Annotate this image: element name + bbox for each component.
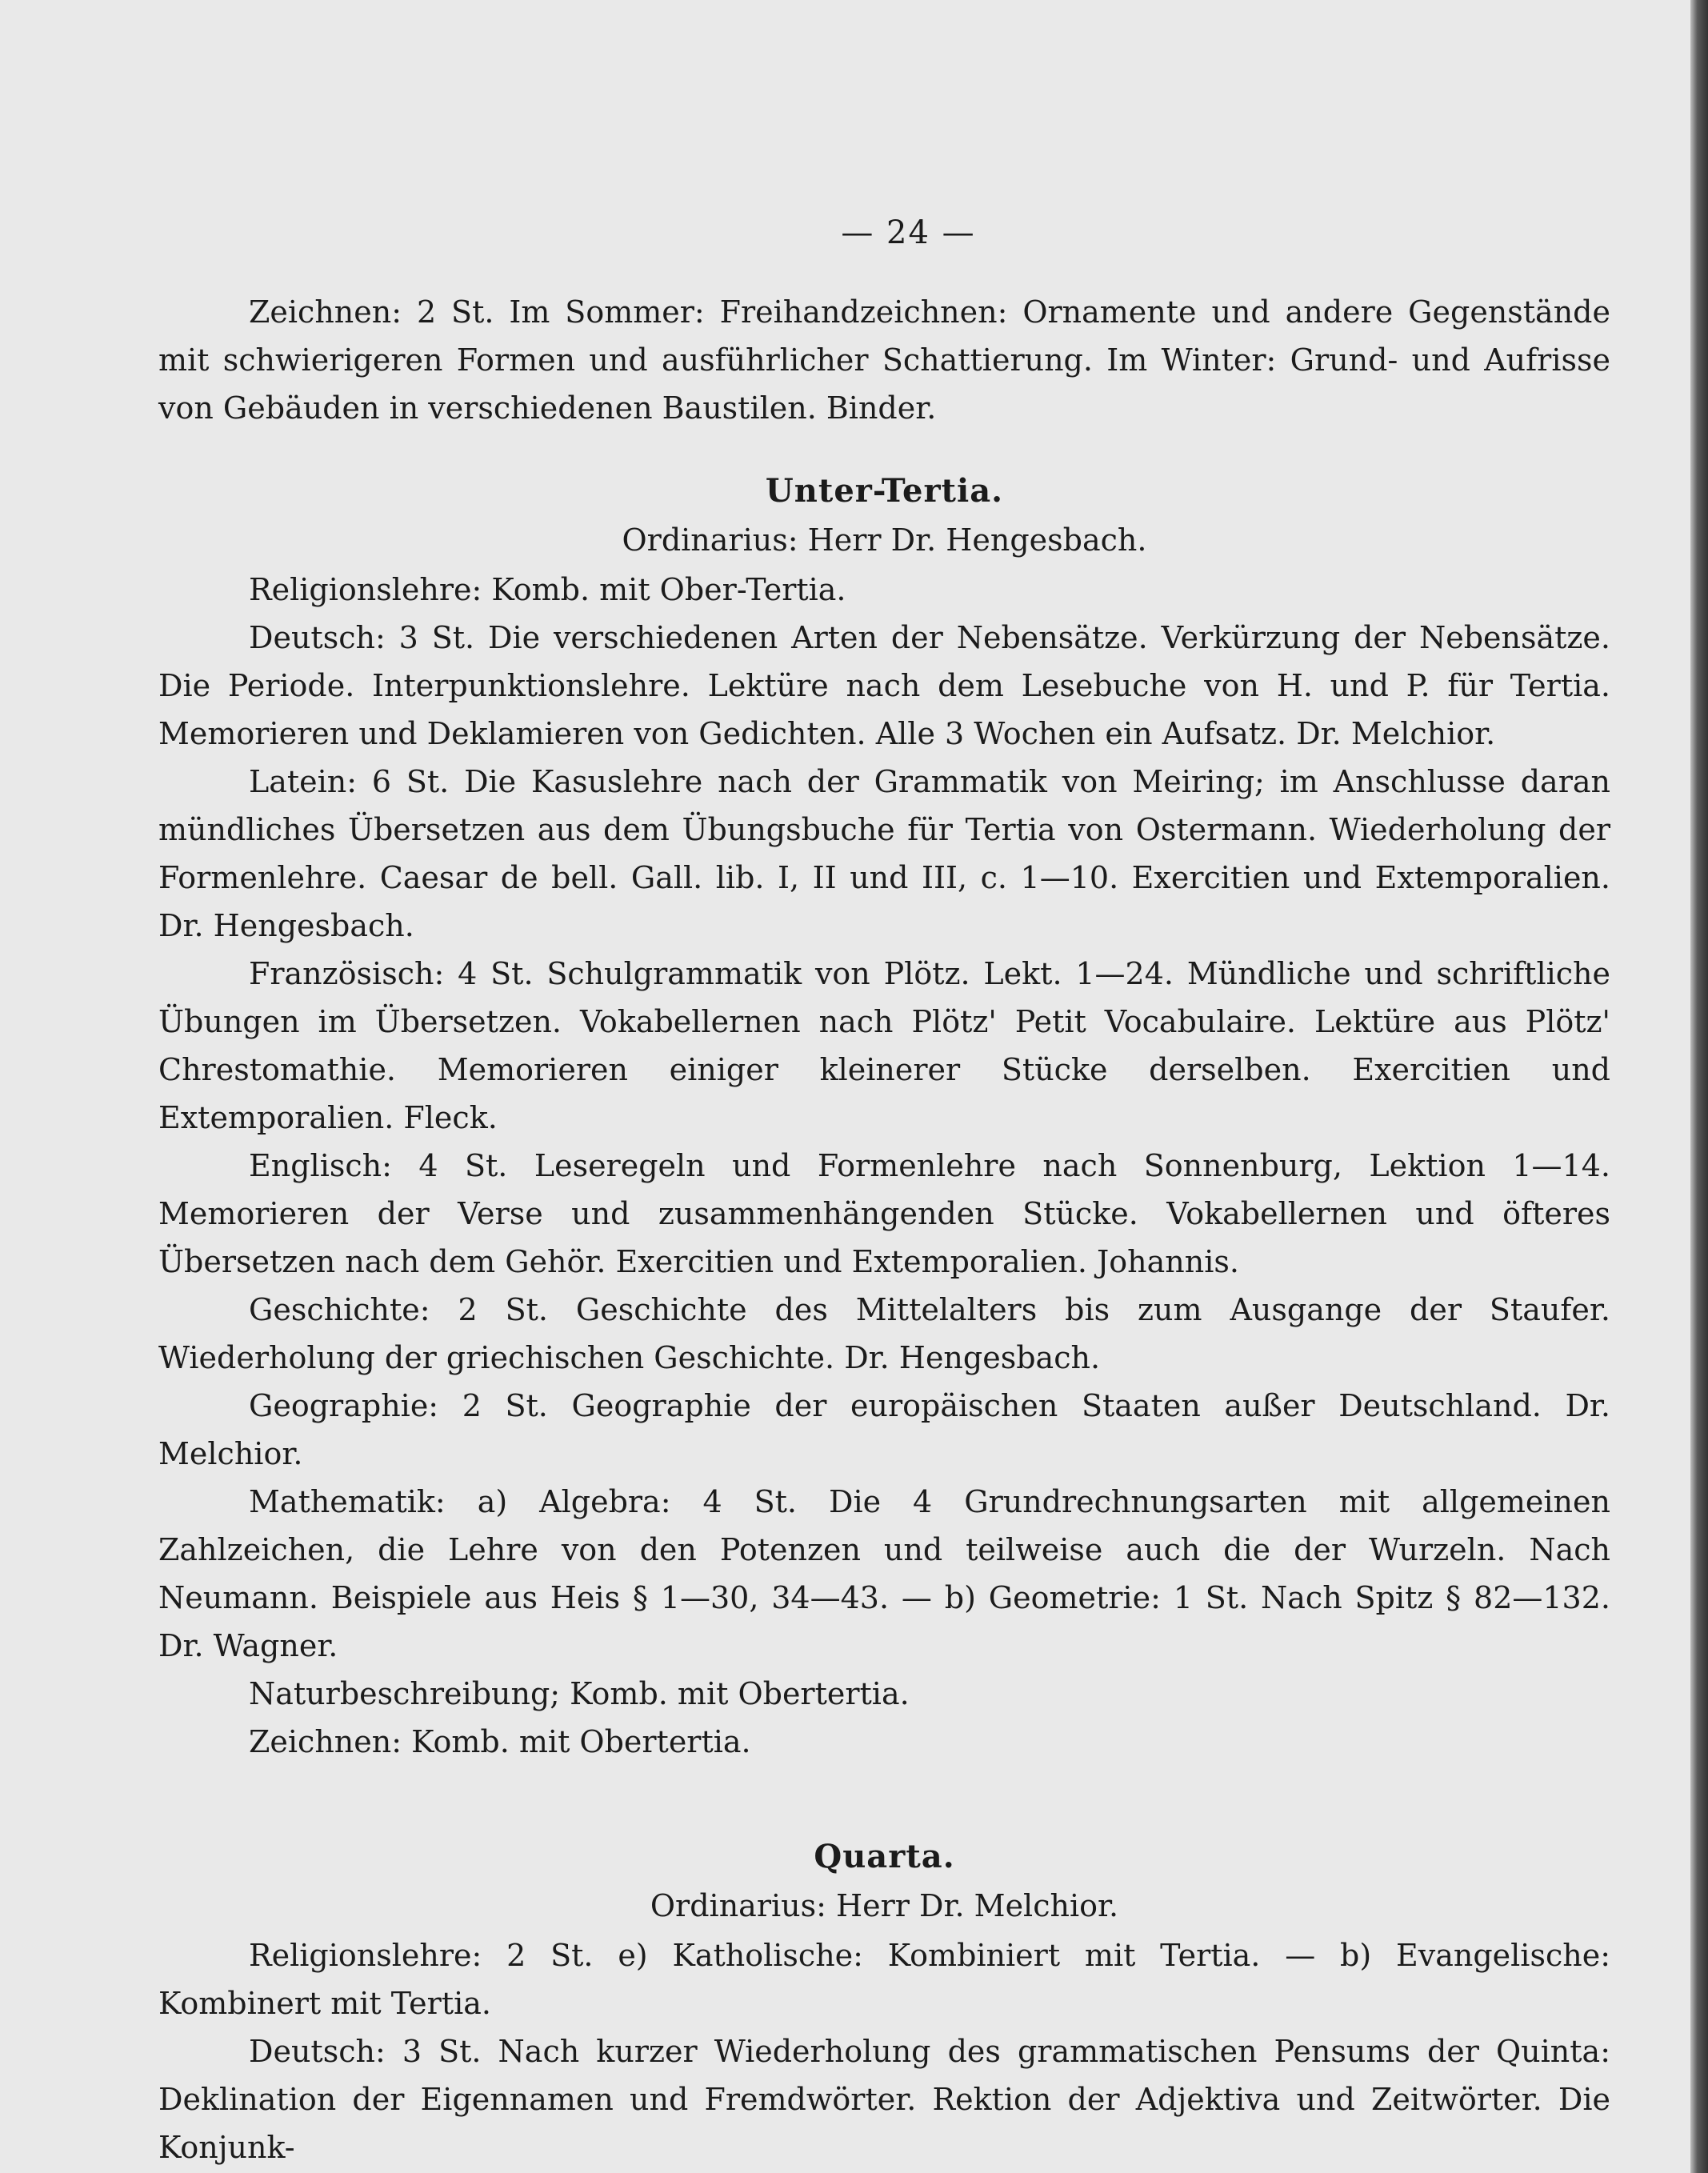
subject-geschichte: Geschichte: 2 St. Geschichte des Mittelalters bis zum Ausgange der Staufer. Wiederholung der griechischen Geschichte. Dr. Hengesbach. <box>158 1292 1610 1375</box>
section-heading-unter-tertia: Unter-Tertia. <box>765 472 1004 510</box>
ordinarius-line: Ordinarius: Herr Dr. Hengesbach. <box>622 522 1147 558</box>
subject-franzoesisch: Französisch: 4 St. Schulgrammatik von Plötz. Lekt. 1—24. Mündliche und schriftliche Übungen im Übersetzen. Vokabellernen nach Plötz' Petit Vocabulaire. Lektüre aus Plötz' Chrestomathie. Memorieren einiger kleinerer Stücke derselben. Exercitien und Extemporalien. Fleck. <box>158 956 1610 1135</box>
subject-deutsch: Deutsch: 3 St. Die verschiedenen Arten der Nebensätze. Verkürzung der Nebensätze. Die Periode. Interpunktionslehre. Lektüre nach dem Lesebuche von H. und P. für Tertia. Memorieren und Deklamieren von Gedichten. Alle 3 Wochen ein Aufsatz. Dr. Melchior. <box>158 620 1610 751</box>
page-edge-shadow <box>1690 0 1708 2173</box>
subject-englisch: Englisch: 4 St. Leseregeln und Formenlehre nach Sonnenburg, Lektion 1—14. Memorieren der Verse und zusammenhängenden Stücke. Vokabellernen und öfteres Übersetzen nach dem Gehör. Exercitien und Extemporalien. Johannis. <box>158 1148 1610 1279</box>
subject-geographie: Geographie: 2 St. Geographie der europäischen Staaten außer Deutschland. Dr. Melchior. <box>158 1388 1610 1471</box>
section-heading-quarta: Quarta. <box>814 1838 955 1875</box>
subject-naturbeschreibung: Naturbeschreibung; Komb. mit Obertertia. <box>249 1676 910 1711</box>
ordinarius-line: Ordinarius: Herr Dr. Melchior. <box>650 1888 1119 1923</box>
subject-zeichnen: Zeichnen: Komb. mit Obertertia. <box>249 1724 751 1759</box>
section-unter-tertia <box>158 472 1610 1766</box>
subject-religionslehre: Religionslehre: Komb. mit Ober-Tertia. <box>249 572 846 607</box>
intro-paragraph: Zeichnen: 2 St. Im Sommer: Freihandzeichnen: Ornamente und andere Gegenstände mit schwierigeren Formen und ausführlicher Schattierung. Im Winter: Grund- und Aufrisse von Gebäuden in verschiedenen Baustilen. Binder. <box>158 294 1610 426</box>
subject-latein: Latein: 6 St. Die Kasuslehre nach der Grammatik von Meiring; im Anschlusse daran mündliches Übersetzen aus dem Übungsbuche für Tertia von Ostermann. Wiederholung der Formenlehre. Caesar de bell. Gall. lib. I, II und III, c. 1—10. Exercitien und Extemporalien. Dr. Hengesbach. <box>158 764 1610 943</box>
section-quarta <box>158 1838 1610 2171</box>
document-page <box>158 214 1610 2171</box>
subject-mathematik: Mathematik: a) Algebra: 4 St. Die 4 Grundrechnungsarten mit allgemeinen Zahlzeichen, die Lehre von den Potenzen und teilweise auch die der Wurzeln. Nach Neumann. Beispiele aus Heis § 1—30, 34—43. — b) Geometrie: 1 St. Nach Spitz § 82—132. Dr. Wagner. <box>158 1484 1610 1663</box>
subject-deutsch: Deutsch: 3 St. Nach kurzer Wiederholung des grammatischen Pensums der Quinta: Deklination der Eigennamen und Fremdwörter. Rektion der Adjektiva und Zeitwörter. Die Konjunk- <box>158 2034 1610 2165</box>
page-number: — 24 — <box>841 214 976 251</box>
subject-religionslehre: Religionslehre: 2 St. e) Katholische: Kombiniert mit Tertia. — b) Evangelische: Kombinert mit Tertia. <box>158 1938 1610 2021</box>
